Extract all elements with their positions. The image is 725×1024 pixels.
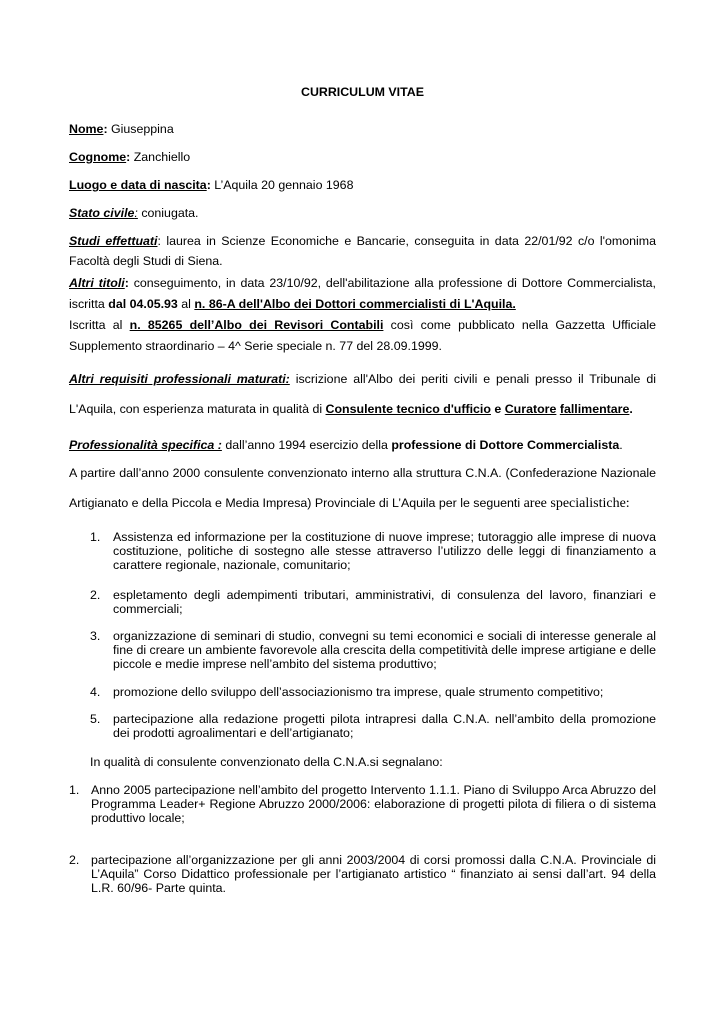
requisiti-line-2 [69, 402, 656, 417]
professionalita-text-3a: Artigianato e della Piccola e Media Impresa) Provinciale di L’Aquila per le seguenti [69, 496, 524, 510]
requisiti-text-2a: L'Aquila, con esperienza maturata in qualità di [69, 402, 326, 416]
stato-label: Stato civile [69, 206, 135, 220]
professionalita-line-2: A partire dall’anno 2000 consulente convenzionato interno alla struttura C.N.A. (Confederazione Nazionale [69, 466, 656, 480]
titoli-text-3a: Iscritta al [69, 318, 130, 332]
titoli-line-2 [69, 297, 656, 312]
field-cognome [69, 150, 656, 165]
studi-text-1: : laurea in Scienze Economiche e Bancarie, conseguita in data 22/01/92 c/o l'omonima [157, 234, 656, 248]
titoli-line-3 [69, 318, 656, 333]
professionalita-text-1c: . [619, 438, 623, 452]
list-item-text: partecipazione all’organizzazione per gli anni 2003/2004 di corsi promossi dalla C.N.A. Provinciale di L’Aquila” Corso Didattico professionale per l’artigianato artistico “ finanziato ai sensi dall’art. 94 della L.R. 60/96- Parte quinta. [91, 853, 656, 895]
list-item-text: promozione dello sviluppo dell’associazionismo tra imprese, quale strumento competitivo; [113, 685, 604, 699]
studi-line-1 [69, 234, 656, 249]
titoli-text-3c: così come pubblicato nella Gazzetta Ufficiale [383, 318, 656, 332]
titoli-albo-revisori: n. 85265 dell’Albo dei Revisori Contabili [129, 318, 384, 332]
list-item-number: 2. [90, 588, 101, 602]
requisiti-text-2g: . [629, 402, 633, 416]
nome-colon: : [103, 122, 108, 136]
cognome-value: Zanchiello [130, 150, 191, 164]
list-item-text: espletamento degli adempimenti tributari, amministrativi, di consulenza del lavoro, finanziari e commerciali; [113, 588, 656, 616]
field-nascita [69, 178, 656, 193]
titoli-text-2c: al [177, 297, 195, 311]
professionalita-text-1a: dall’anno 1994 esercizio della [221, 438, 392, 452]
nome-value: Giuseppina [107, 122, 174, 136]
document-title: CURRICULUM VITAE [301, 85, 424, 99]
titoli-colon: : [124, 276, 129, 290]
titoli-line-1 [69, 276, 656, 291]
requisiti-label: Altri requisiti professionali maturati: [69, 372, 290, 386]
list-item-number: 4. [90, 685, 101, 699]
titoli-label: Altri titoli [69, 276, 125, 290]
requisiti-text-2c: e [490, 402, 505, 416]
list-item-number: 3. [90, 629, 101, 643]
professionalita-line-3 [69, 496, 656, 511]
studi-label: Studi effettuati [69, 234, 158, 248]
field-stato-civile [69, 206, 656, 221]
requisiti-fallimentare: fallimentare [559, 402, 630, 416]
stato-colon: : [134, 206, 138, 220]
professionalita-text-3b: aree specialistiche: [523, 496, 630, 511]
segnalano-intro: In qualità di consulente convenzionato della C.N.A.si segnalano: [90, 755, 443, 769]
studi-line-2: Facoltà degli Studi di Siena. [69, 254, 223, 268]
list-item-number: 2. [69, 853, 80, 867]
list-item-text: Anno 2005 partecipazione nell’ambito del progetto Intervento 1.1.1. Piano di Sviluppo Arca Abruzzo del Programma Leader+ Regione Abruzzo 2000/2006: elaborazione di progetti pilota di filiera o di sistema produttivo locale; [91, 783, 656, 825]
titoli-albo-dottori: n. 86-A dell'Albo dei Dottori commercialisti di L'Aquila. [194, 297, 516, 311]
requisiti-consulente: Consulente tecnico d'ufficio [325, 402, 491, 416]
nascita-label: Luogo e data di nascita [69, 178, 207, 192]
list-item-text: organizzazione di seminari di studio, convegni su temi economici e sociali di interesse generale al fine di creare un ambiente favorevole alla crescita della competitività delle imprese artigiane e delle piccole e medie imprese nell’ambito del sistema produttivo; [113, 629, 656, 671]
titoli-text-2b: dal 04.05.93 [108, 297, 178, 311]
nome-label: Nome [69, 122, 104, 136]
titoli-text-1: conseguimento, in data 23/10/92, dell'abilitazione alla professione di Dottore Commercialista, [128, 276, 656, 290]
requisiti-curatore: Curatore [504, 402, 557, 416]
list-item-number: 1. [90, 530, 101, 544]
professionalita-line-1 [69, 438, 656, 453]
professionalita-text-1b: professione di Dottore Commercialista [391, 438, 620, 452]
list-item-number: 1. [69, 783, 80, 797]
cognome-label: Cognome [69, 150, 127, 164]
nascita-value: L’Aquila 20 gennaio 1968 [210, 178, 354, 192]
cognome-colon: : [126, 150, 131, 164]
stato-value: coniugata. [137, 206, 199, 220]
titoli-line-4: Supplemento straordinario – 4^ Serie speciale n. 77 del 28.09.1999. [69, 339, 442, 353]
field-nome [69, 122, 656, 137]
requisiti-text-1: iscrizione all'Albo dei periti civili e penali presso il Tribunale di [289, 372, 656, 386]
professionalita-label: Professionalità specifica : [69, 438, 222, 452]
requisiti-line-1 [69, 372, 656, 387]
list-item-number: 5. [90, 712, 101, 726]
titoli-text-2a: iscritta [69, 297, 109, 311]
list-item-text: partecipazione alla redazione progetti pilota intrapresi dalla C.N.A. nell’ambito della promozione dei prodotti agroalimentari e dell’artigianato; [113, 712, 656, 740]
list-item-text: Assistenza ed informazione per la costituzione di nuove imprese; tutoraggio alle imprese di nuova costituzione, politiche di sostegno alle stesse attraverso l’utilizzo delle leggi di finanziamento a carattere regionale, nazionale, comunitario; [113, 530, 656, 572]
nascita-colon: : [206, 178, 211, 192]
